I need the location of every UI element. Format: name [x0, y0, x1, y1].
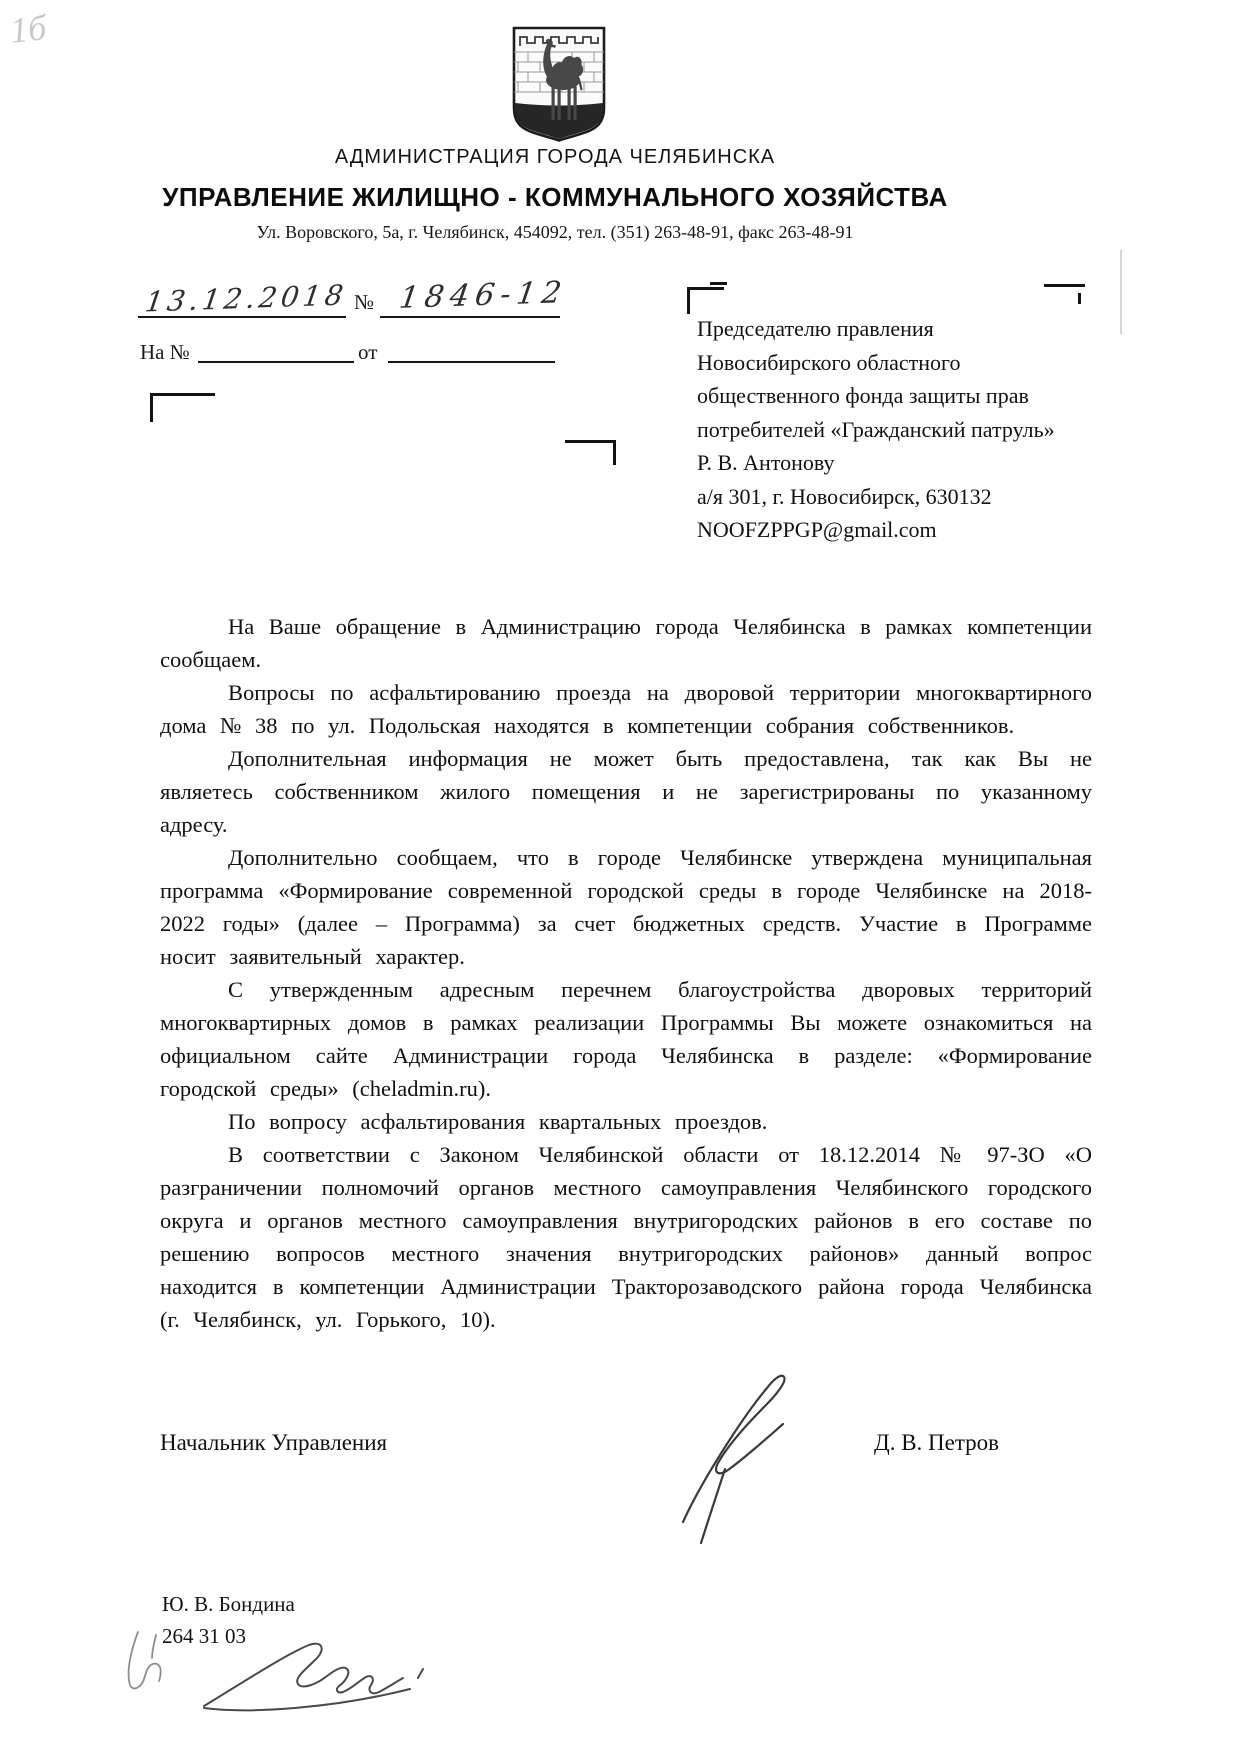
body-paragraph: На Ваше обращение в Администрацию города Челябинска в рамках компетенции сообщаем.: [160, 614, 1092, 672]
department-title: УПРАВЛЕНИЕ ЖИЛИЩНО - КОММУНАЛЬНОГО ХОЗЯЙСТВА: [162, 182, 948, 212]
bondina-signature-icon: [190, 1626, 435, 1738]
number-sign-label: №: [354, 290, 375, 314]
handwritten-outgoing-date: 13.12.2018: [143, 278, 350, 319]
recipient-line: потребителей «Гражданский патруль»: [697, 416, 1055, 442]
reply-number-blank-line: [198, 361, 354, 363]
body-paragraph: По вопросу асфальтирования квартальных проездов.: [228, 1109, 768, 1134]
addressee-zone-right-dash-mark: [1044, 284, 1085, 287]
corner-pencil-note: 1б: [8, 7, 49, 51]
addressee-zone-right-tick-mark: [1078, 293, 1081, 304]
recipient-line: Новосибирского областного: [697, 349, 961, 375]
body-paragraph: Вопросы по асфальтированию проезда на дворовой территории многоквартирного дома № 38 по ул. Подольская находятся в компетенции собрания собственников.: [160, 680, 1092, 738]
signatory-name: Д. В. Петров: [874, 1430, 1000, 1455]
body-paragraph: С утвержденным адресным перечнем благоустройства дворовых территорий многоквартирных домов в рамках реализации Программы Вы можете ознакомиться на официальном сайте Администрации города Челябинска в разделе: «Формирование городской среды» (cheladmin.ru).: [160, 977, 1092, 1101]
number-blank-line: [380, 316, 560, 318]
stamp-zone-right-corner-mark: [565, 440, 616, 465]
reply-to-label: На №: [140, 340, 190, 364]
body-paragraph: Дополнительно сообщаем, что в городе Челябинске утверждена муниципальная программа «Формирование современной городской среды в городе Челябинске на 2018-2022 годы» (далее – Программа) за счет бюджетных средств. Участие в Программе носит заявительный характер.: [160, 845, 1092, 969]
executor-phone: 264 31 03: [162, 1624, 246, 1648]
date-blank-line: [138, 316, 346, 318]
signatory-position: Начальник Управления: [160, 1430, 388, 1455]
recipient-email: NOOFZPPGP@gmail.com: [697, 517, 937, 542]
recipient-block: [697, 312, 1082, 547]
letter-body: [160, 610, 1092, 1336]
chelyabinsk-coat-of-arms-icon: [510, 24, 608, 142]
pencil-mark-icon: [114, 1622, 176, 1698]
executor-name: Ю. В. Бондина: [162, 1592, 295, 1616]
administration-title: АДМИНИСТРАЦИЯ ГОРОДА ЧЕЛЯБИНСКА: [334, 146, 776, 168]
stamp-zone-left-corner-mark: [150, 393, 215, 422]
scan-artifact-line: [1120, 250, 1122, 334]
contact-line: Ул. Воровского, 5а, г. Челябинск, 454092, тел. (351) 263-48-91, факс 263-48-91: [256, 222, 854, 242]
recipient-line: Председателю правления: [697, 316, 934, 341]
petrov-signature-icon: [665, 1360, 800, 1545]
recipient-line: а/я 301, г. Новосибирск, 630132: [697, 483, 992, 509]
handwritten-outgoing-number: 1846-12: [397, 275, 570, 316]
reply-date-blank-line: [388, 361, 555, 363]
addressee-zone-corner-mark: [687, 287, 724, 314]
reply-from-label: от: [358, 340, 378, 364]
recipient-line: Р. В. Антонову: [697, 450, 835, 475]
addressee-zone-dash-mark: [710, 282, 727, 285]
body-paragraph: В соответствии с Законом Челябинской области от 18.12.2014 № 97-ЗО «О разграничении полномочий органов местного самоуправления Челябинского городского округа и органов местного самоуправления внутригородских районов в его составе по решению вопросов местного значения внутригородских районов» данный вопрос находится в компетенции Администрации Тракторозаводского района города Челябинска (г. Челябинск, ул. Горького, 10).: [160, 1142, 1092, 1332]
body-paragraph: Дополнительная информация не может быть предоставлена, так как Вы не являетесь собственником жилого помещения и не зарегистрированы по указанному адресу.: [160, 746, 1092, 837]
recipient-line: общественного фонда защиты прав: [697, 383, 1029, 408]
